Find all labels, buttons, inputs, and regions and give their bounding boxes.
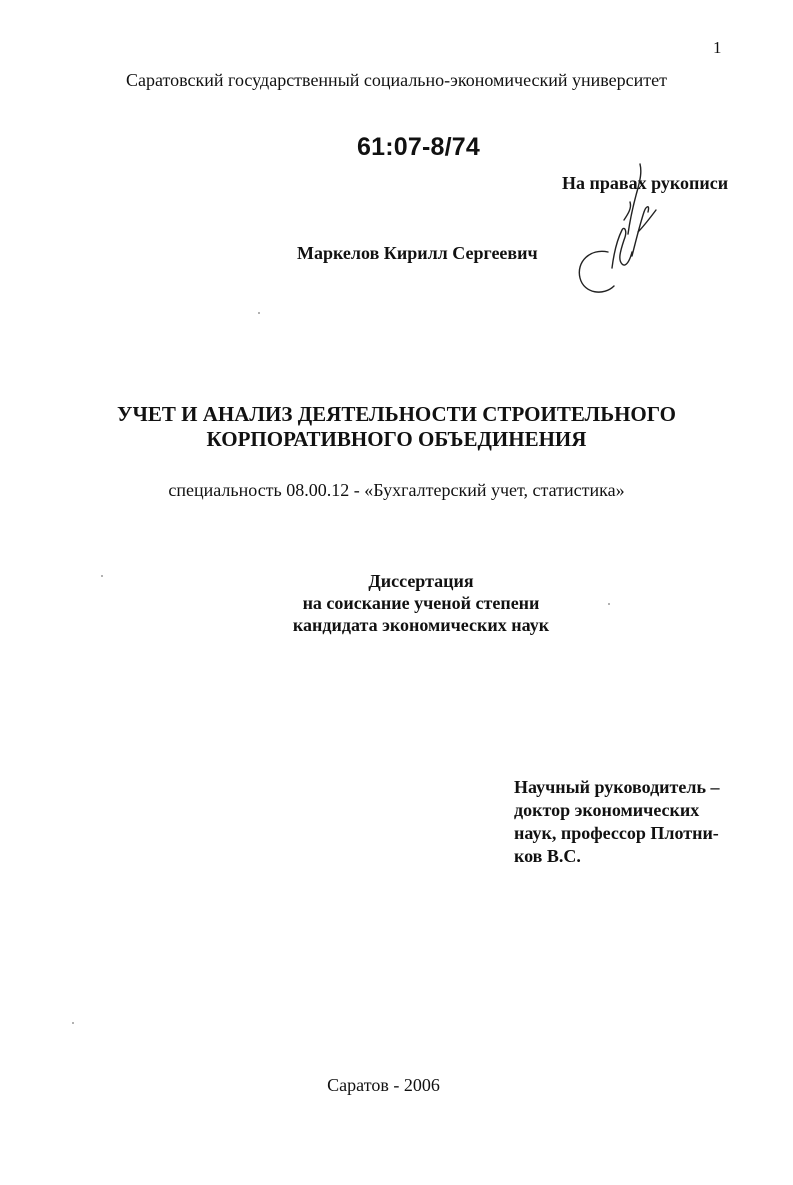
archive-code: 61:07-8/74 (357, 133, 480, 161)
advisor-line: наук, профессор Плотни- (514, 823, 719, 843)
author-name: Маркелов Кирилл Сергеевич (297, 243, 538, 263)
advisor-line: Научный руководитель – (514, 777, 720, 797)
manuscript-note: На правах рукописи (562, 173, 729, 193)
degree-line: на соискание ученой степени (302, 593, 540, 613)
scientific-advisor (514, 776, 720, 868)
scan-speck (101, 575, 103, 577)
scan-speck (258, 312, 260, 314)
title-line: КОРПОРАТИВНОГО ОБЪЕДИНЕНИЯ (206, 427, 587, 451)
scan-speck (608, 603, 610, 605)
page-number: 1 (713, 38, 722, 57)
scan-speck (72, 1022, 74, 1024)
dissertation-title (0, 402, 793, 452)
university-name: Саратовский государственный социально-экономический университет (126, 70, 667, 90)
degree-statement (0, 570, 793, 636)
advisor-line: доктор экономических (514, 800, 700, 820)
title-line: УЧЕТ И АНАЛИЗ ДЕЯТЕЛЬНОСТИ СТРОИТЕЛЬНОГО (117, 402, 676, 426)
advisor-line: ков В.С. (514, 846, 581, 866)
specialty-line: специальность 08.00.12 - «Бухгалтерский учет, статистика» (168, 480, 625, 500)
handwritten-signature (568, 160, 668, 300)
degree-line: кандидата экономических наук (292, 615, 550, 635)
city-year: Саратов - 2006 (327, 1075, 440, 1095)
degree-line: Диссертация (368, 571, 474, 591)
